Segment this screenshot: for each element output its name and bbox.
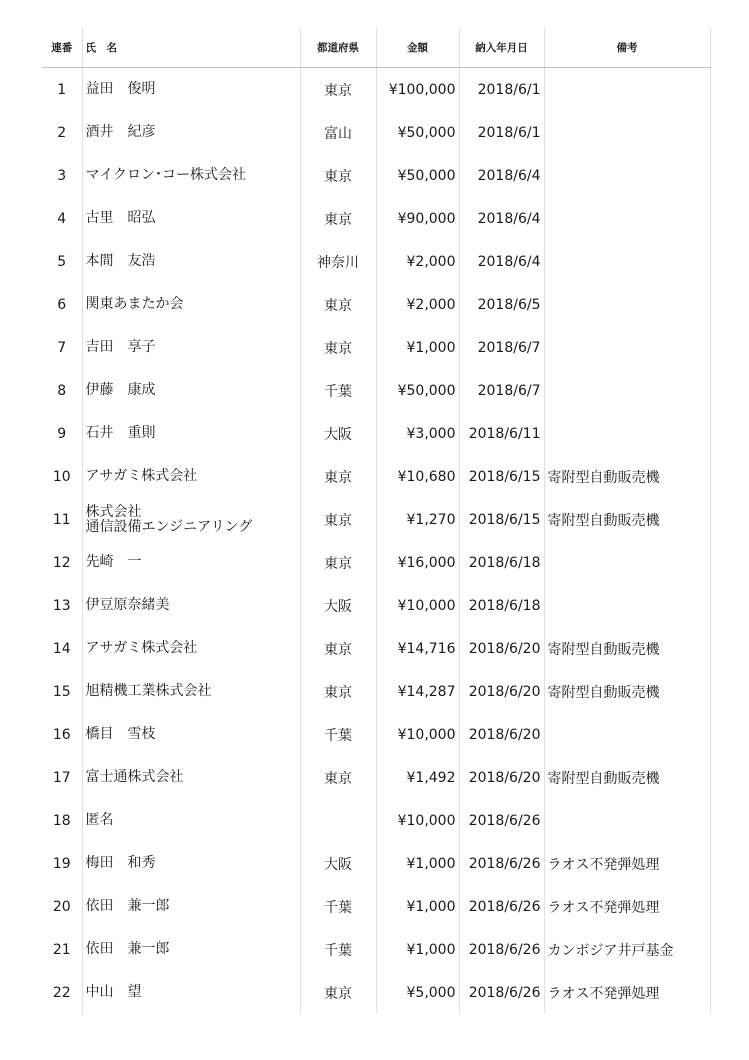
- prefecture: 千葉: [300, 928, 376, 971]
- row-number: 15: [52, 683, 71, 700]
- donor-name-line: 先崎 一: [85, 554, 142, 570]
- amount: ¥16,000: [376, 541, 459, 584]
- payment-date: 2018/6/20: [459, 713, 544, 756]
- payment-date: 2018/6/7: [459, 326, 544, 369]
- payment-date: 2018/6/20: [459, 756, 544, 799]
- row-number: 22: [52, 984, 71, 1001]
- amount: ¥1,270: [376, 498, 459, 541]
- prefecture: 神奈川: [300, 240, 376, 283]
- payment-date: 2018/6/1: [459, 111, 544, 154]
- donor-name: [82, 154, 300, 197]
- amount: ¥1,000: [376, 326, 459, 369]
- payment-date: 2018/6/20: [459, 670, 544, 713]
- payment-date: 2018/6/4: [459, 240, 544, 283]
- donor-name: [82, 971, 300, 1014]
- row-number: 12: [52, 554, 71, 571]
- prefecture: 東京: [300, 756, 376, 799]
- table-row: [42, 240, 710, 283]
- note: [544, 541, 710, 584]
- prefecture: 大阪: [300, 842, 376, 885]
- donor-name: [82, 68, 300, 112]
- prefecture: 東京: [300, 154, 376, 197]
- amount: ¥3,000: [376, 412, 459, 455]
- prefecture: 東京: [300, 283, 376, 326]
- table-body: [42, 68, 710, 1015]
- donor-name-line: 匿名: [85, 812, 114, 828]
- amount: ¥2,000: [376, 240, 459, 283]
- note: [544, 326, 710, 369]
- donor-name-line: アサガミ株式会社: [85, 640, 198, 656]
- header-name: 氏 名: [82, 28, 300, 68]
- donor-name-line: 通信設備エンジニアリング: [85, 518, 253, 535]
- table-row: [42, 627, 710, 670]
- donor-name: [82, 670, 300, 713]
- amount: ¥1,492: [376, 756, 459, 799]
- table-row: [42, 197, 710, 240]
- prefecture: 富山: [300, 111, 376, 154]
- donor-name: [82, 498, 300, 541]
- note: [544, 68, 710, 112]
- amount: ¥100,000: [376, 68, 459, 112]
- prefecture: 東京: [300, 627, 376, 670]
- note: [544, 197, 710, 240]
- payment-date: 2018/6/26: [459, 928, 544, 971]
- row-number: 9: [57, 425, 67, 442]
- note: [544, 240, 710, 283]
- note: [544, 111, 710, 154]
- donor-name: [82, 928, 300, 971]
- donation-table: [42, 28, 711, 1014]
- donor-name: [82, 455, 300, 498]
- prefecture: 東京: [300, 197, 376, 240]
- payment-date: 2018/6/26: [459, 799, 544, 842]
- donor-name: [82, 326, 300, 369]
- row-number: 16: [52, 726, 71, 743]
- row-number: 1: [57, 81, 67, 98]
- amount: ¥10,680: [376, 455, 459, 498]
- donor-name-line: 旭精機工業株式会社: [85, 683, 212, 699]
- table-row: [42, 842, 710, 885]
- note: [544, 369, 710, 412]
- prefecture: [300, 799, 376, 842]
- donor-name: [82, 197, 300, 240]
- payment-date: 2018/6/26: [459, 971, 544, 1014]
- table-row: [42, 756, 710, 799]
- table-row: [42, 670, 710, 713]
- donor-name-line: 伊豆原奈緒美: [85, 597, 170, 613]
- table-row: [42, 928, 710, 971]
- payment-date: 2018/6/5: [459, 283, 544, 326]
- table-row: [42, 971, 710, 1014]
- prefecture: 大阪: [300, 412, 376, 455]
- note: ラオス不発弾処理: [544, 971, 710, 1014]
- payment-date: 2018/6/18: [459, 584, 544, 627]
- amount: ¥14,716: [376, 627, 459, 670]
- prefecture: 千葉: [300, 885, 376, 928]
- amount: ¥14,287: [376, 670, 459, 713]
- donor-name-line: 株式会社: [85, 503, 142, 520]
- row-number: 7: [57, 339, 67, 356]
- row-number: 17: [52, 769, 71, 786]
- table-row: [42, 154, 710, 197]
- prefecture: 東京: [300, 498, 376, 541]
- donor-name: [82, 842, 300, 885]
- amount: ¥1,000: [376, 842, 459, 885]
- donor-name: [82, 283, 300, 326]
- donor-name-line: 古里 昭弘: [85, 210, 156, 226]
- note: [544, 584, 710, 627]
- donor-name-line: 本間 友浩: [85, 253, 156, 269]
- table-row: [42, 799, 710, 842]
- payment-date: 2018/6/26: [459, 885, 544, 928]
- payment-date: 2018/6/4: [459, 197, 544, 240]
- row-number: 14: [52, 640, 71, 657]
- table-row: [42, 68, 710, 112]
- row-number: 18: [52, 812, 71, 829]
- donor-name-line: 関東あまたか会: [85, 296, 184, 312]
- table-row: [42, 584, 710, 627]
- note: [544, 283, 710, 326]
- donor-name-line: 依田 兼一郎: [85, 941, 170, 957]
- donor-name: [82, 240, 300, 283]
- donor-name-line: 梅田 和秀: [85, 855, 156, 871]
- note: 寄附型自動販売機: [544, 627, 710, 670]
- row-number: 19: [52, 855, 71, 872]
- donor-name-line: 石井 重則: [85, 425, 156, 441]
- donor-name: [82, 412, 300, 455]
- row-number: 11: [52, 511, 71, 528]
- row-number: 5: [57, 253, 67, 270]
- note: ラオス不発弾処理: [544, 885, 710, 928]
- row-number: 3: [57, 167, 67, 184]
- prefecture: 東京: [300, 455, 376, 498]
- payment-date: 2018/6/7: [459, 369, 544, 412]
- amount: ¥5,000: [376, 971, 459, 1014]
- donor-name: [82, 584, 300, 627]
- header-amount: 金額: [376, 28, 459, 68]
- table-row: [42, 326, 710, 369]
- header-prefecture: 都道府県: [300, 28, 376, 68]
- amount: ¥10,000: [376, 799, 459, 842]
- prefecture: 東京: [300, 670, 376, 713]
- prefecture: 千葉: [300, 369, 376, 412]
- prefecture: 千葉: [300, 713, 376, 756]
- note: [544, 154, 710, 197]
- note: 寄附型自動販売機: [544, 498, 710, 541]
- donor-name: [82, 369, 300, 412]
- payment-date: 2018/6/18: [459, 541, 544, 584]
- payment-date: 2018/6/20: [459, 627, 544, 670]
- note: [544, 799, 710, 842]
- note: 寄附型自動販売機: [544, 756, 710, 799]
- payment-date: 2018/6/1: [459, 68, 544, 112]
- amount: ¥2,000: [376, 283, 459, 326]
- note: ラオス不発弾処理: [544, 842, 710, 885]
- payment-date: 2018/6/11: [459, 412, 544, 455]
- prefecture: 東京: [300, 541, 376, 584]
- donor-name: [82, 756, 300, 799]
- row-number: 4: [57, 210, 67, 227]
- payment-date: 2018/6/4: [459, 154, 544, 197]
- payment-date: 2018/6/26: [459, 842, 544, 885]
- header-date: 納入年月日: [459, 28, 544, 68]
- amount: ¥50,000: [376, 154, 459, 197]
- table-row: [42, 412, 710, 455]
- row-number: 10: [52, 468, 71, 485]
- header-note: 備考: [544, 28, 710, 68]
- amount: ¥10,000: [376, 713, 459, 756]
- donor-name-line: 伊藤 康成: [85, 382, 156, 398]
- donor-name-line: 酒井 紀彦: [85, 124, 156, 140]
- table-header: [42, 28, 710, 68]
- donor-name: [82, 627, 300, 670]
- donor-name-line: 橋目 雪枝: [85, 726, 156, 742]
- donor-name-line: 依田 兼一郎: [85, 898, 170, 914]
- prefecture: 東京: [300, 326, 376, 369]
- prefecture: 東京: [300, 68, 376, 112]
- row-number: 13: [52, 597, 71, 614]
- prefecture: 東京: [300, 971, 376, 1014]
- table-row: [42, 111, 710, 154]
- row-number: 2: [57, 124, 67, 141]
- donor-name-line: 吉田 享子: [85, 339, 156, 355]
- note: 寄附型自動販売機: [544, 670, 710, 713]
- table-row: [42, 455, 710, 498]
- amount: ¥50,000: [376, 369, 459, 412]
- donor-name-line: マイクロン･コー株式会社: [85, 167, 246, 183]
- donor-name: [82, 885, 300, 928]
- note: [544, 412, 710, 455]
- payment-date: 2018/6/15: [459, 455, 544, 498]
- donor-name: [82, 713, 300, 756]
- donor-name-line: 中山 望: [85, 984, 142, 1000]
- table-row: [42, 283, 710, 326]
- header-no: 連番: [42, 28, 82, 68]
- row-number: 8: [57, 382, 67, 399]
- donor-name-line: アサガミ株式会社: [85, 468, 198, 484]
- payment-date: 2018/6/15: [459, 498, 544, 541]
- row-number: 6: [57, 296, 67, 313]
- prefecture: 大阪: [300, 584, 376, 627]
- note: 寄附型自動販売機: [544, 455, 710, 498]
- amount: ¥50,000: [376, 111, 459, 154]
- header-row: [42, 28, 710, 68]
- table-row: [42, 713, 710, 756]
- table-row: [42, 541, 710, 584]
- donor-name-line: 益田 俊明: [85, 81, 156, 97]
- amount: ¥1,000: [376, 885, 459, 928]
- amount: ¥90,000: [376, 197, 459, 240]
- table-row: [42, 498, 710, 541]
- amount: ¥10,000: [376, 584, 459, 627]
- row-number: 21: [52, 941, 71, 958]
- table-row: [42, 369, 710, 412]
- note: [544, 713, 710, 756]
- donor-name: [82, 799, 300, 842]
- table-row: [42, 885, 710, 928]
- donor-name: [82, 111, 300, 154]
- amount: ¥1,000: [376, 928, 459, 971]
- row-number: 20: [52, 898, 71, 915]
- note: カンボジア井戸基金: [544, 928, 710, 971]
- donor-name: [82, 541, 300, 584]
- donor-name-line: 富士通株式会社: [85, 769, 184, 785]
